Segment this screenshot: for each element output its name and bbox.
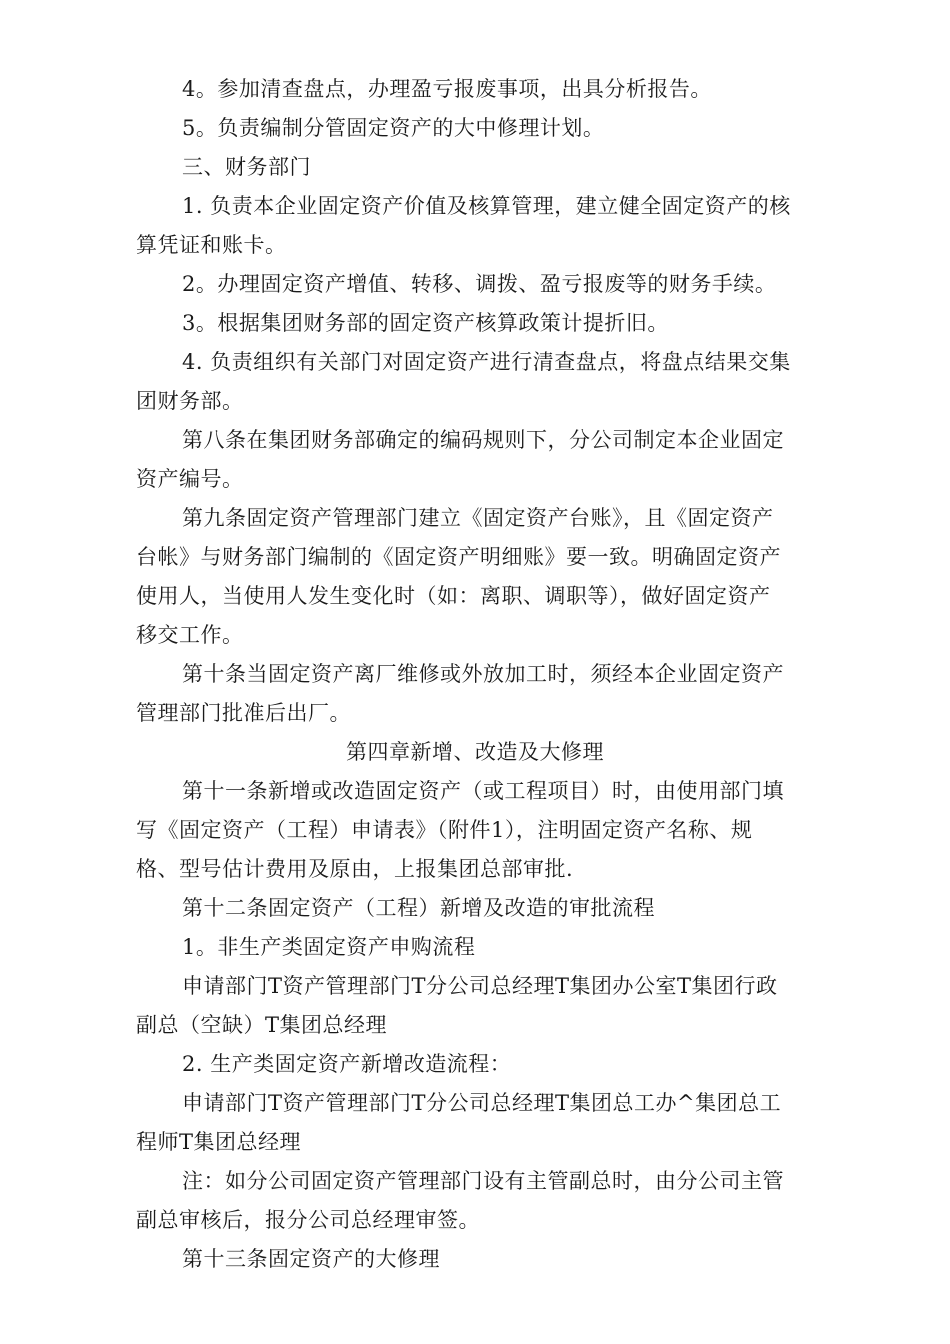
- paragraph-line: 副总审核后，报分公司总经理审签。: [136, 1208, 480, 1232]
- paragraph-line: 2. 生产类固定资产新增改造流程：: [182, 1052, 512, 1076]
- paragraph-line: 团财务部。: [136, 389, 244, 413]
- paragraph-line: 2。办理固定资产增值、转移、调拨、盈亏报废等的财务手续。: [182, 272, 777, 296]
- paragraph-line: 第十一条新增或改造固定资产（或工程项目）时，由使用部门填: [182, 779, 784, 803]
- paragraph-line: 算凭证和账卡。: [136, 233, 287, 257]
- paragraph-line: 程师T集团总经理: [136, 1130, 302, 1154]
- paragraph-line: 第九条固定资产管理部门建立《固定资产台账》，且《固定资产: [182, 506, 774, 530]
- paragraph-line: 副总（空缺）T集团总经理: [136, 1013, 388, 1037]
- paragraph-line: 注：如分公司固定资产管理部门设有主管副总时，由分公司主管: [182, 1169, 784, 1193]
- paragraph-line: 格、型号估计费用及原由，上报集团总部审批.: [136, 857, 574, 881]
- paragraph-line: 4。参加清查盘点，办理盈亏报废事项，出具分析报告。: [182, 77, 712, 101]
- paragraph-line: 申请部门T资产管理部门T分公司总经理T集团总工办^集团总工: [182, 1091, 782, 1115]
- paragraph-line: 5。负责编制分管固定资产的大中修理计划。: [182, 116, 605, 140]
- paragraph-line: 申请部门T资产管理部门T分公司总经理T集团办公室T集团行政: [182, 974, 778, 998]
- chapter-title: 第四章新增、改造及大修理: [346, 740, 604, 764]
- paragraph-line: 第十条当固定资产离厂维修或外放加工时，须经本企业固定资产: [182, 662, 784, 686]
- paragraph-line: 写《固定资产（工程）申请表》（附件1），注明固定资产名称、规: [136, 818, 753, 842]
- paragraph-line: 1。非生产类固定资产申购流程: [182, 935, 476, 959]
- section-heading: 三、财务部门: [182, 155, 311, 179]
- paragraph-line: 管理部门批准后出厂。: [136, 701, 351, 725]
- paragraph-line: 1. 负责本企业固定资产价值及核算管理，建立健全固定资产的核: [182, 194, 791, 218]
- paragraph-line: 使用人，当使用人发生变化时（如：离职、调职等），做好固定资产: [136, 584, 771, 608]
- paragraph-line: 4. 负责组织有关部门对固定资产进行清查盘点，将盘点结果交集: [182, 350, 791, 374]
- paragraph-line: 移交工作。: [136, 623, 244, 647]
- paragraph-line: 3。根据集团财务部的固定资产核算政策计提折旧。: [182, 311, 669, 335]
- paragraph-line: 第十二条固定资产（工程）新增及改造的审批流程: [182, 896, 655, 920]
- paragraph-line: 资产编号。: [136, 467, 244, 491]
- paragraph-line: 第十三条固定资产的大修理: [182, 1247, 440, 1271]
- paragraph-line: 第八条在集团财务部确定的编码规则下，分公司制定本企业固定: [182, 428, 784, 452]
- paragraph-line: 台帐》与财务部门编制的《固定资产明细账》要一致。明确固定资产: [136, 545, 781, 569]
